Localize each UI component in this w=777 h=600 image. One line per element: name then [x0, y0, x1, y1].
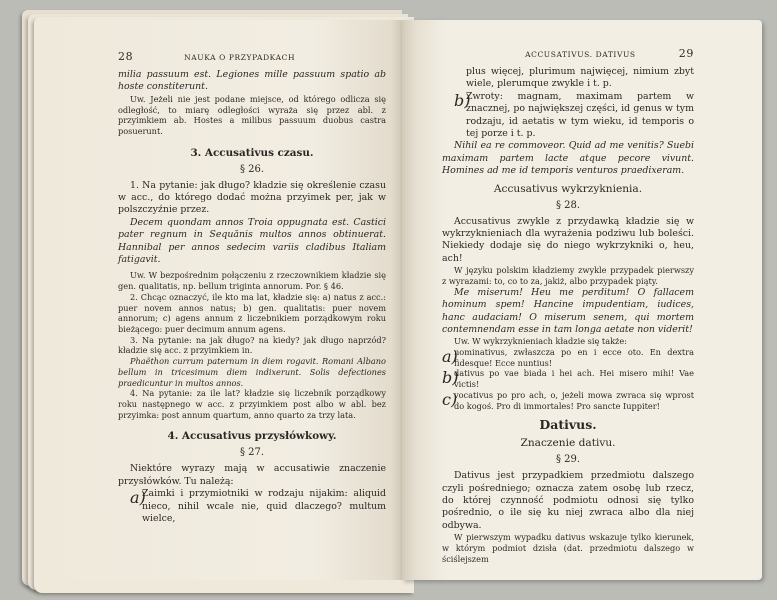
list-item: [130, 488, 386, 525]
p28-examples: Me miserum! Heu me perditum! O fallacem hominum spem! Hancine impudentiam, iudices, hanc audaciam! O miserum senem, qui mortem contemnendam esse in tam longa aetate non viderit!: [442, 286, 694, 335]
subheading-wykrzyknienia: Accusativus wykrzyknienia.: [493, 182, 643, 195]
list-b-text: dativus po vae biada i hei ach. Hei misero mihi! Vae victis!: [454, 368, 694, 390]
list-item: [442, 368, 694, 389]
left-intro: milia passuum est. Legiones mille passuum spatio ab hoste constiterunt.: [118, 69, 386, 93]
paragraph-27-mark: § 27.: [239, 447, 265, 459]
item-a-continued: plus więcej, plurimum najwięcej, nimium zbyt wiele, plerumque zwykle i t. p.: [466, 66, 694, 90]
list-item: [454, 91, 694, 141]
section-3-title: 3. Accusativus czasu.: [190, 146, 314, 159]
list-marker: b): [442, 368, 459, 388]
p26-2: 2. Chcąc oznaczyć, ile kto ma lat, kładzie się: a) natus z acc.: puer novem annos natus; b) gen. qualitatis: puer novem annorum; c) agens annum z liczebnikiem porządkowym roku bieżącego: puer decimum annum agens.: [118, 291, 386, 334]
list-item: [442, 390, 694, 411]
item-a-text: Zaimki i przymiotniki w rodzaju nijakim: aliquid nieco, nihil wcale nie, quid dlaczego? multum wielce,: [142, 488, 386, 524]
left-page-number: 28: [118, 50, 134, 63]
left-page: [40, 20, 402, 580]
list-c-text: vocativus po pro ach, o, jeżeli mowa zwraca się wprost do kogoś. Pro di immortales! Pro sancte Iuppiter!: [454, 389, 694, 411]
p26-3: 3. Na pytanie: na jak długo? na kiedy? jak długo naprzód? kładzie się acc. z przyimkiem in.: [118, 334, 386, 356]
p28-note-b: Uw. W wykrzyknieniach kładzie się także:: [454, 336, 627, 347]
list-marker: a): [442, 347, 458, 367]
list-a-text: nominativus, zwłaszcza po en i ecce oto. En dextra fidesque! Ecce nuntius!: [454, 347, 694, 368]
right-page-number: 29: [678, 47, 694, 60]
dativus-title: Dativus.: [539, 417, 597, 433]
section-4-title: 4. Accusativus przysłówkowy.: [167, 430, 337, 443]
p27-1: Niektóre wyrazy mają w accusatiwie znaczenie przysłówków. Tu należą:: [118, 463, 386, 487]
right-page-header: [442, 47, 694, 60]
p26-1: 1. Na pytanie: jak długo? kładzie się określenie czasu w acc., do którego dodać można przyimek per, jak w polszczyźnie przez.: [118, 179, 386, 216]
p26-note: Uw. W bezpośrednim połączeniu z rzeczownikiem kładzie się gen. qualitatis, np. bellum triginta annorum. Por. § 46.: [118, 270, 386, 292]
subheading-znaczenie: Znaczenie dativu.: [520, 437, 616, 450]
item-b-text: Zwroty: magnam, maximam partem w znacznej, po największej części, id genus w tym rodzaju, id aetatis w tym wieku, id temporis o tej porze i t. p.: [466, 90, 694, 140]
p29-note: W pierwszym wypadku dativus wskazuje tylko kierunek, w którym podmiot dzisła (dat. przedmiotu dalszego w ściślejszem: [442, 532, 694, 564]
p26-3-examples: Phaëthon currum paternum in diem rogavit. Romani Albano bellum in tricesimum diem indixerunt. Solis defectiones praedicuntur in multos annos.: [118, 356, 386, 388]
right-running-head: ACCUSATIVUS. DATIVUS: [525, 50, 636, 59]
p27-examples: Nihil ea re commoveor. Quid ad me venitis? Suebi maximam partem lacte atque pecore vivunt. Homines ad me id temporis venturos praedixeram.: [442, 140, 694, 177]
left-running-head: NAUKA O PRZYPADKACH: [184, 53, 296, 62]
right-page: [402, 20, 762, 580]
p26-1-examples: Decem quondam annos Troia oppugnata est. Castici pater regnum in Sequănis multos annos obtinuerat. Hannibal per annos sedecim variis cladibus Italiam fatigavit.: [118, 216, 386, 266]
list-marker: b): [454, 90, 471, 110]
p26-4: 4. Na pytanie: za ile lat? kładzie się liczebnik porządkowy roku następnego w acc. z przyimkiem post albo w abl. bez przyimka: post annum quartum, anno quarto za trzy lata.: [118, 388, 386, 420]
paragraph-29-mark: § 29.: [555, 454, 581, 466]
p29-text: Dativus jest przypadkiem przedmiotu dalszego czyli pośredniego; oznacza zatem osobę lub rzecz, do której czynność podmiotu odnosi się tylko pośrednio, o ile się ku niej zwraca albo dla niej odbywa.: [442, 470, 694, 531]
paragraph-26-mark: § 26.: [239, 163, 265, 175]
list-item: [442, 347, 694, 368]
list-marker: a): [130, 488, 146, 508]
left-note-1: Uw. Jeżeli nie jest podane miejsce, od którego odlicza się odległość, to miarę odległości wyraża się przez abl. z przyimkiem ab. Hostes a milibus passuum duobus castra posuerunt.: [118, 93, 386, 136]
left-page-header: [118, 50, 386, 63]
p28-text: Accusativus zwykle z przydawką kładzie się w wykrzyknieniach dla wyrażenia podziwu lub boleści. Niekiedy dodaje się do niego wykrzykniki o, heu, ach!: [442, 215, 694, 264]
paragraph-28-mark: § 28.: [555, 199, 581, 211]
list-marker: c): [442, 389, 458, 409]
p28-note: W języku polskim kładziemy zwykle przypadek pierwszy z wyrazami: to, co to za, jakiż, albo przypadek piąty.: [442, 265, 694, 286]
